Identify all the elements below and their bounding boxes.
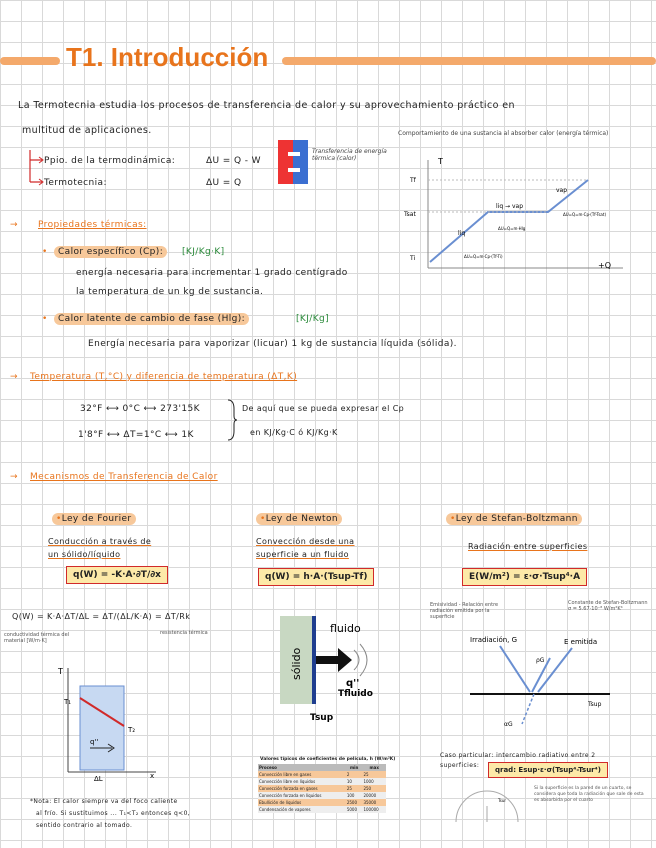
newton-surface (312, 616, 316, 704)
stefan-rho: ρG (536, 657, 545, 664)
branch2-label: Termotecnia: (44, 178, 107, 188)
hlg-label: Calor latente de cambio de fase (Hlg): (54, 313, 249, 325)
fourier-formula: q(W) = -K·A·∂T/∂x (66, 566, 168, 584)
stefan-formula: E(W/m²) = ε·σ·Tsup⁴·A (462, 568, 587, 586)
fourier-t1: T₁ (64, 698, 72, 706)
newton-desc2: superficie a un fluido (256, 550, 349, 559)
stefan-tsup: Tsup (588, 701, 602, 708)
branch2-eq: ΔU = Q (206, 178, 242, 188)
stefan-title: •Ley de Stefan-Boltzmann (446, 513, 582, 525)
stefan-gauge-label: Tsur (498, 798, 507, 803)
fourier-footnote1: *Nota: El calor siempre va del foco caliente (30, 798, 178, 805)
title-line-right (282, 57, 656, 65)
th-proceso: Proceso (259, 765, 277, 770)
heating-graph (398, 150, 638, 280)
fourier-dl: ΔL (94, 775, 103, 782)
stefan-emit: E emitida (564, 638, 598, 646)
fourier-t: T (58, 667, 63, 676)
stefan-irr: Irradiación, G (470, 636, 518, 644)
stefan-alpha: αG (504, 721, 513, 728)
temp-arrow: → (10, 372, 18, 382)
table-row: Condensación de vapores 5000 100000 (258, 806, 386, 813)
fourier-desc1: Conducción a través de (48, 537, 152, 546)
hlg-desc: Energía necesaria para vaporizar (licuar) 1 kg de sustancia líquida (sólida). (88, 339, 457, 349)
stefan-net-line1: Caso particular: intercambio radiativo entre 2 (440, 752, 596, 759)
newton-table (258, 764, 386, 813)
intro-line2: multitud de aplicaciones. (22, 125, 152, 136)
eq2: ΔU=Q=m·Hlg (498, 226, 526, 231)
fourier-x: x (150, 772, 155, 780)
hlg-bullet: • (42, 314, 48, 324)
page-title: T1. Introducción (66, 42, 269, 72)
stefan-net-line2: superficies: (440, 762, 480, 769)
temp-brace (226, 398, 238, 442)
stefan-gauge (452, 786, 522, 826)
stefan-net-formula: qrad: Esup·ε·σ(Tsup⁴-Tsur⁴) (488, 762, 608, 778)
cp-label: Calor específico (Cp): (54, 246, 167, 258)
table-row: Convección forzada en gases 25 250 (258, 785, 386, 792)
mech-heading: Mecanismos de Transferencia de Calor (30, 472, 218, 482)
hlg-units: [KJ/Kg] (296, 314, 330, 324)
stefan-desc: Radiación entre superficies (468, 542, 588, 551)
fourier-title: •Ley de Fourier (52, 513, 136, 525)
cp-bullet: • (42, 247, 48, 257)
title-bar (0, 44, 656, 72)
label-liq-vap: liq → vap (496, 203, 524, 210)
transfer-caption: Transferencia de energía térmica (calor) (312, 148, 387, 162)
eq1: ΔU=Q=m·Cp·(Tf-Ti) (464, 254, 503, 259)
title-line-left (0, 57, 60, 65)
newton-tsup: Tsup (310, 713, 334, 723)
label-tsat: Tsat (404, 211, 416, 218)
table-row: Convección libre en gases 2 25 (258, 771, 386, 778)
fourier-footnote3: sentido contrario al tomado. (36, 822, 133, 829)
newton-desc1: Convección desde una (256, 537, 355, 546)
temp-heading: Temperatura (T,°C) y diferencia de temperatura (ΔT,K) (30, 372, 298, 382)
heat-transfer-icon (278, 140, 308, 184)
fourier-title-text: Ley de Fourier (61, 514, 132, 524)
intro-line1: La Termotecnia estudia los procesos de transferencia de calor y su aprovechamiento práctico en (18, 100, 515, 111)
eq3: ΔU=Q=m·Cp·(Tf-Tsat) (563, 212, 607, 217)
stefan-footnote: Si la superficie es la pared de un cuarto, se considera que toda la radiación que sale de esta es absorbida por el cuarto (534, 786, 644, 804)
temp-row2: 1'8°F ⟷ ΔT=1°C ⟷ 1K (78, 430, 194, 440)
stefan-note-sigma: Constante de Stefan-Boltzmann σ = 5.67·10⁻⁸ W/m²K⁴ (568, 600, 648, 612)
mech-arrow: → (10, 472, 18, 482)
fourier-note-k: conductividad térmica del material [W/m·K] (4, 632, 70, 644)
axis-q: +Q (598, 261, 611, 270)
table-row: Convección libre en líquidos 10 1000 (258, 778, 386, 785)
table-row: Convección forzada en líquidos 100 20000 (258, 792, 386, 799)
newton-solido: sólido (290, 647, 303, 680)
newton-q: q'' (346, 678, 360, 689)
stefan-title-text: Ley de Stefan-Boltzmann (455, 514, 578, 524)
newton-title: •Ley de Newton (256, 513, 342, 525)
label-tf: Tf (410, 177, 416, 184)
branch1-eq: ΔU = Q - W (206, 156, 261, 166)
axis-t: T (438, 157, 443, 166)
label-vap: vap (556, 187, 568, 194)
temp-note1: De aquí que se pueda expresar el Cp (242, 404, 405, 413)
heating-graph-title: Comportamiento de una sustancia al absorber calor (energía térmica) (398, 130, 609, 137)
newton-fluido: fluido (330, 622, 361, 635)
fourier-q: q'' (90, 738, 99, 746)
props-arrow: → (10, 220, 18, 230)
stefan-diagram (440, 628, 650, 740)
fourier-wall (80, 686, 124, 770)
th-max: max (369, 765, 379, 770)
stefan-note-e: Emisividad - Relación entre radiación emitida por la superficie (430, 602, 499, 620)
cp-desc2: la temperatura de un kg de sustancia. (76, 287, 264, 297)
newton-title-text: Ley de Newton (265, 514, 338, 524)
fourier-desc2: un sólido/líquido (48, 550, 121, 559)
cp-units: [KJ/Kg·K] (182, 247, 225, 257)
irradiation-ray (500, 646, 530, 692)
temp-note2: en KJ/Kg·C ó KJ/Kg·K (250, 428, 338, 437)
props-heading: Propiedades térmicas: (38, 220, 147, 230)
newton-table-title: Valores típicos de coeficientes de película, h (W/m²K) (260, 757, 396, 762)
fourier-expanded: Q(W) = K·A·ΔT/ΔL = ΔT/(ΔL/K·A) = ΔT/Rk (12, 612, 191, 621)
label-ti: Ti (410, 255, 416, 262)
th-min: min (349, 765, 359, 770)
fourier-diagram (54, 664, 164, 782)
cp-desc1: energía necesaria para incrementar 1 grado centígrado (76, 268, 348, 278)
intro-branch-lines (26, 148, 46, 188)
newton-arrow (316, 648, 352, 672)
fourier-t2: T₂ (128, 726, 136, 734)
branch1-label: Ppio. de la termodinámica: (44, 156, 176, 166)
newton-formula: q(W) = h·A·(Tsup-Tf) (258, 568, 374, 586)
fourier-note-r: resistencia térmica (160, 630, 208, 636)
label-liq: liq (458, 230, 466, 237)
newton-tfluido: Tfluido (338, 689, 373, 699)
fourier-footnote2: al frío. Si sustituimos ... T₁<T₂ entonces q<0, (36, 810, 191, 817)
temp-row1: 32°F ⟷ 0°C ⟷ 273'15K (80, 404, 200, 414)
newton-diagram (276, 610, 386, 725)
table-row: Ebullición de líquidos 2500 35000 (258, 799, 386, 806)
